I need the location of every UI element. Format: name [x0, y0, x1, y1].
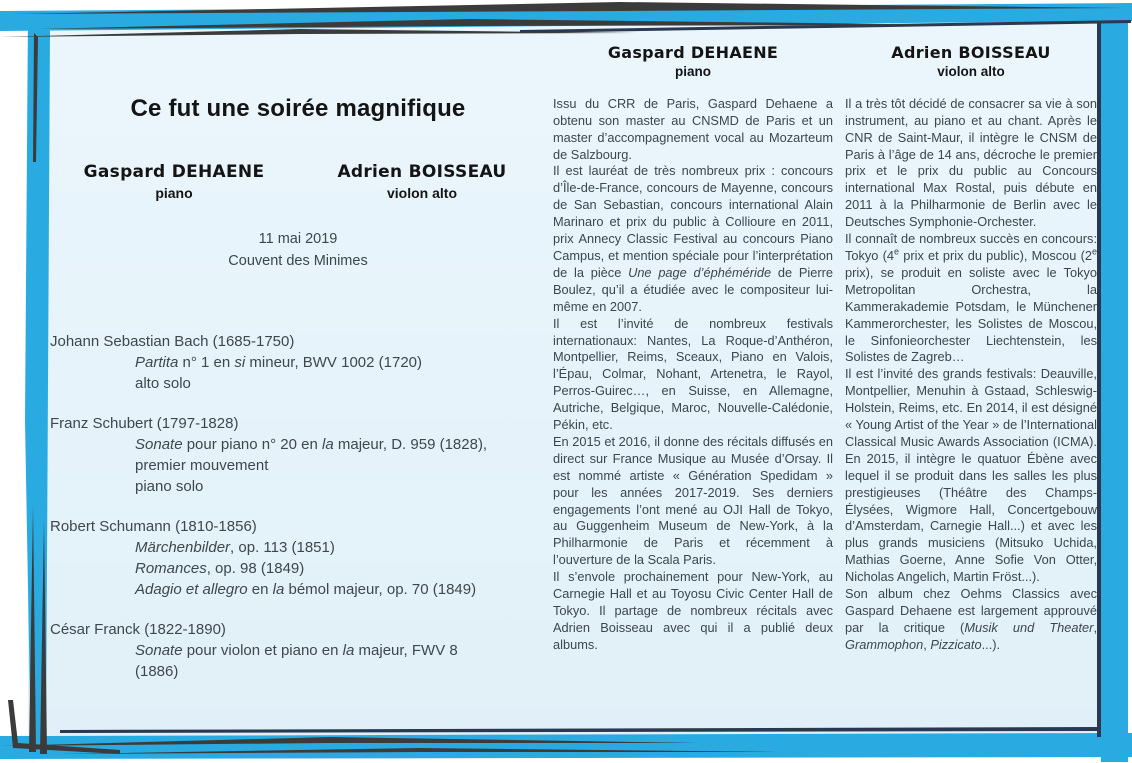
program-group-schubert — [50, 413, 546, 497]
composer-name: César Franck (1822-1890) — [50, 621, 226, 638]
performer-dehaene — [50, 162, 298, 201]
work-line: Sonate pour piano n° 20 en la majeur, D. 959 (1828), — [135, 436, 488, 453]
bio-paragraph: Il connaît de nombreux succès en concours: Tokyo (4e prix et prix du public), Moscou (2e prix), se produit en soliste avec le Tokyo Metropolitan Orchestra, la Kammerakademie Potsdam, le Münchener Kammerorchester, les Solistes de Moscou, le Sinfonieorchester Liechtenstein, les Solistes de Zagreb… — [845, 231, 1097, 365]
bio-paragraph: Il est l’invité de nombreux festivals internationaux: Nantes, La Roque-d’Anthéron, Montpellier, Reims, Sceaux, Piano en Valois, l’Épau, Colmar, Nohant, Artenetra, le Rayol, Perros-Guirec…, en Suisse, en Allemagne, Autriche, Belgique, Maroc, Nouvelle-Calédonie, Pékin, etc. — [553, 315, 833, 433]
performer-boisseau — [298, 162, 546, 201]
work-line: alto solo — [135, 375, 191, 392]
composer-name: Johann Sebastian Bach (1685-1750) — [50, 333, 295, 350]
bio-boisseau-instrument: violon alto — [937, 63, 1005, 79]
performer-instrument: violon alto — [387, 185, 457, 201]
work-line: Romances, op. 98 (1849) — [135, 560, 305, 577]
program-list — [50, 331, 546, 682]
bio-boisseau-panel — [845, 45, 1097, 654]
work-line: Sonate pour violon et piano en la majeur, FWV 8 — [135, 642, 458, 659]
page-title: Ce fut une soirée magnifique — [130, 95, 466, 122]
bio-paragraph: Issu du CRR de Paris, Gaspard Dehaene a obtenu son master au CNSMD de Paris et un master d’accompagnement vocal au Mozarteum de Salzbourg. — [553, 95, 833, 162]
work-line: premier mouvement — [135, 457, 269, 474]
bio-paragraph: En 2015 et 2016, il donne des récitals diffusés en direct sur France Musique au Musée d’Orsay. Il est nommé artiste « Génération Spedidam » pour les années 2017-2019. Ses derniers engagements l’ont mené au OJI Hall de Tokyo, au Guggenheim Museum de New-York, à la Philharmonie de Paris et récemment à l’ouverture de la Scala Paris. — [553, 433, 833, 568]
bio-boisseau-name: Adrien BOISSEAU — [891, 43, 1051, 62]
bio-paragraph: Il s’envole prochainement pour New-York, au Carnegie Hall et au Toyosu Civic Center Hall de Tokyo. Il partage de nombreux récitals avec Adrien Boisseau avec qui il a publié deux albums. — [553, 569, 833, 652]
program-group-schumann — [50, 516, 546, 600]
event-venue: Couvent des Minimes — [228, 253, 368, 269]
composer-name: Robert Schumann (1810-1856) — [50, 518, 257, 535]
event-info — [50, 228, 546, 272]
bio-dehaene-panel — [553, 45, 833, 654]
work-line: Märchenbilder, op. 113 (1851) — [135, 539, 335, 556]
work-line: Partita n° 1 en si mineur, BWV 1002 (1720) — [135, 354, 423, 371]
composer-name: Franz Schubert (1797-1828) — [50, 415, 239, 432]
bio-paragraph: Il est lauréat de très nombreux prix : concours d’Île-de-France, concours de Mayenne, concours de San Sebastian, concours international Alain Marinaro et prix du public à Collioure en 2011, prix Annecy Classic Festival au concours Piano Campus, et mention spéciale pour l’interprétation de la pièce Une page d’éphéméride de Pierre Boulez, qu’il a étudiée avec le compositeur lui-même en 2007. — [553, 163, 833, 314]
program-group-bach — [50, 331, 546, 394]
program-group-franck — [50, 619, 546, 682]
bio-paragraph: Il est l’invité des grands festivals: Deauville, Montpellier, Menuhin à Gstaad, Schleswig-Holstein, Reims, etc. En 2014, il est désigné « Young Artist of the Year » de l’International Classical Music Awards Association (ICMA). En 2015, il intègre le quatuor Ébène avec lequel il se produit dans les salles les plus prestigieuses (Théâtre des Champs-Élysées, Wigmore Hall, Concertgebouw d’Amsterdam, Carnegie Hall...) et avec les plus grands musiciens (Mitsuko Uchida, Mathias Goerne, Anne Sofie Von Otter, Nicholas Angelich, Martin Fröst...). — [845, 366, 1097, 585]
work-line: piano solo — [135, 478, 204, 495]
performer-instrument: piano — [155, 185, 193, 201]
performer-name: Adrien BOISSEAU — [337, 162, 507, 182]
work-line: (1886) — [135, 663, 179, 680]
cover-panel — [50, 31, 546, 701]
page-content — [48, 31, 1097, 731]
bio-dehaene-name: Gaspard DEHAENE — [607, 43, 779, 62]
work-line: Adagio et allegro en la bémol majeur, op. 70 (1849) — [135, 581, 477, 598]
performers-row — [50, 162, 546, 201]
bio-dehaene-instrument: piano — [675, 63, 711, 79]
bio-paragraph: Son album chez Oehms Classics avec Gaspard Dehaene est largement approuvé par la critique (Musik und Theater, Grammophon, Pizzicato...). — [845, 586, 1097, 652]
event-date: 11 mai 2019 — [258, 231, 338, 247]
bio-paragraph: Il a très tôt décidé de consacrer sa vie à son instrument, au piano et au chant. Après le CNR de Saint-Maur, il intègre le CNSM de Paris à l’âge de 14 ans, décroche le premier prix et le prix du public au Concours international Max Rostal, puis débute en 2011 à la Philharmonie de Berlin avec le Deutsches Symphonie-Orchester. — [845, 95, 1097, 230]
performer-name: Gaspard DEHAENE — [83, 162, 265, 182]
